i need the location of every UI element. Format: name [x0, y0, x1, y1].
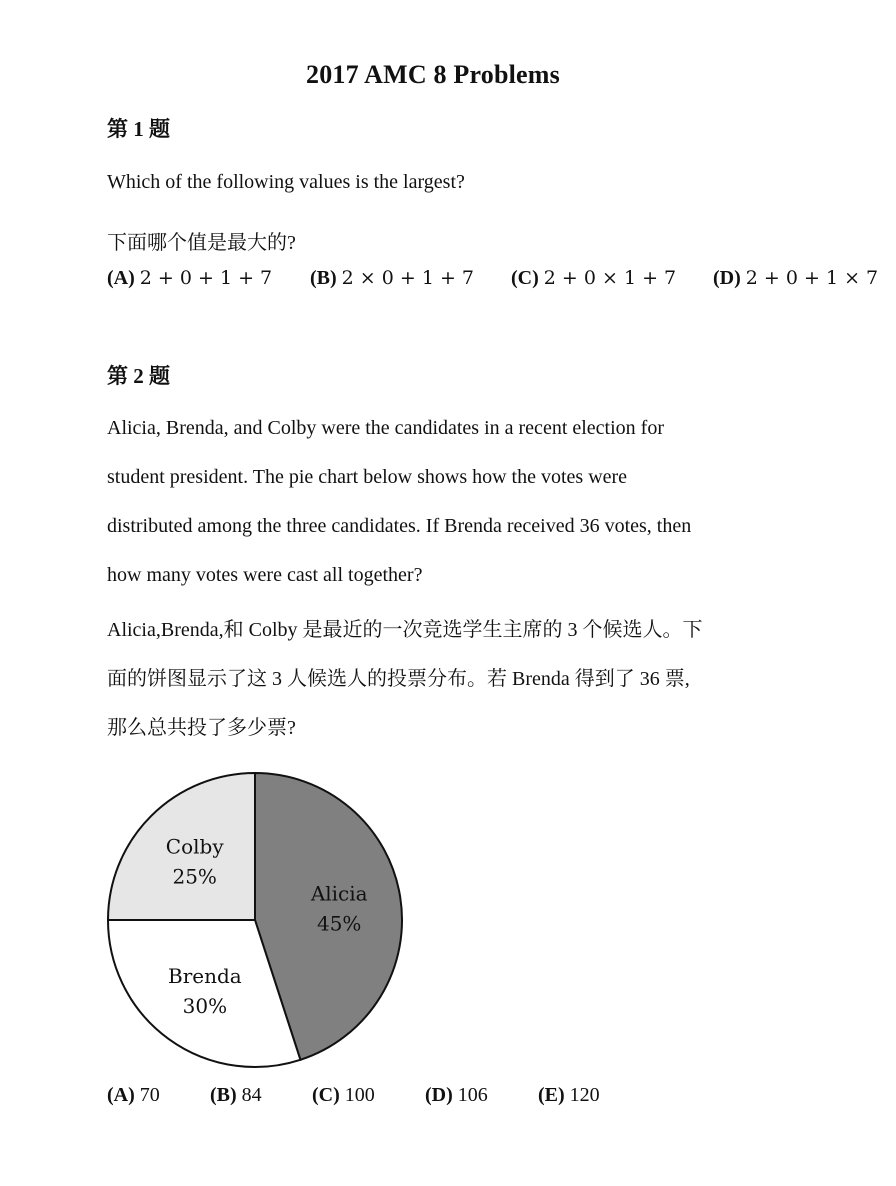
problem-2-text-cn — [107, 606, 847, 753]
problem-1-heading: 第 1 题 — [107, 117, 170, 141]
choice-value: 2 + 0 + 1 × 7 — [745, 267, 879, 289]
problem-2-choices — [107, 1084, 600, 1107]
vote-pie-chart — [100, 765, 410, 1075]
text-line: how many votes were cast all together? — [107, 564, 423, 586]
choice-label: (B) — [310, 267, 337, 289]
choice-value: 100 — [344, 1084, 375, 1106]
choice-value: 106 — [457, 1084, 488, 1106]
text-line: 那么总共投了多少票? — [107, 717, 296, 739]
choice-label: (A) — [107, 1084, 135, 1106]
page-title: 2017 AMC 8 Problems — [306, 60, 560, 89]
choice-a — [107, 267, 310, 290]
choice-label: (B) — [210, 1084, 237, 1106]
choice-c — [511, 267, 713, 290]
choice-a — [107, 1084, 210, 1107]
choice-label: (C) — [312, 1084, 340, 1106]
pie-label-brenda: Brenda — [168, 963, 242, 988]
text-line: distributed among the three candidates. If Brenda received 36 votes, then — [107, 515, 692, 537]
pie-percent-colby: 25% — [172, 864, 217, 889]
choice-d — [425, 1084, 538, 1107]
choice-value: 120 — [569, 1084, 600, 1106]
choice-c — [312, 1084, 425, 1107]
problem-2-text-en — [107, 404, 807, 600]
problem-2-heading: 第 2 题 — [107, 364, 170, 388]
choice-label: (D) — [713, 267, 741, 289]
choice-label: (D) — [425, 1084, 453, 1106]
choice-value: 84 — [241, 1084, 262, 1106]
problem-1-text-cn: 下面哪个值是最大的? — [107, 232, 296, 254]
choice-e — [538, 1084, 600, 1107]
choice-value: 2 × 0 + 1 + 7 — [341, 267, 475, 289]
text-line: Alicia,Brenda,和 Colby 是最近的一次竞选学生主席的 3 个候选人。下 — [107, 619, 703, 641]
choice-value: 2 + 0 + 1 + 7 — [139, 267, 273, 289]
choice-b — [210, 1084, 312, 1107]
pie-label-alicia: Alicia — [310, 881, 368, 906]
choice-value: 70 — [139, 1084, 160, 1106]
choice-label: (A) — [107, 267, 135, 289]
text-line: 面的饼图显示了这 3 人候选人的投票分布。若 Brenda 得到了 36 票, — [107, 668, 690, 690]
text-line: student president. The pie chart below shows how the votes were — [107, 466, 628, 488]
text-line: Alicia, Brenda, and Colby were the candidates in a recent election for — [107, 417, 664, 439]
choice-d — [713, 267, 878, 290]
pie-percent-alicia: 45% — [316, 911, 362, 936]
choice-value: 2 + 0 × 1 + 7 — [543, 267, 677, 289]
choice-b — [310, 267, 511, 290]
problem-1-choices — [107, 267, 878, 290]
pie-percent-brenda: 30% — [182, 993, 228, 1018]
choice-label: (C) — [511, 267, 539, 289]
choice-label: (E) — [538, 1084, 565, 1106]
problem-1-text-en: Which of the following values is the largest? — [107, 171, 465, 193]
pie-label-colby: Colby — [165, 834, 224, 859]
